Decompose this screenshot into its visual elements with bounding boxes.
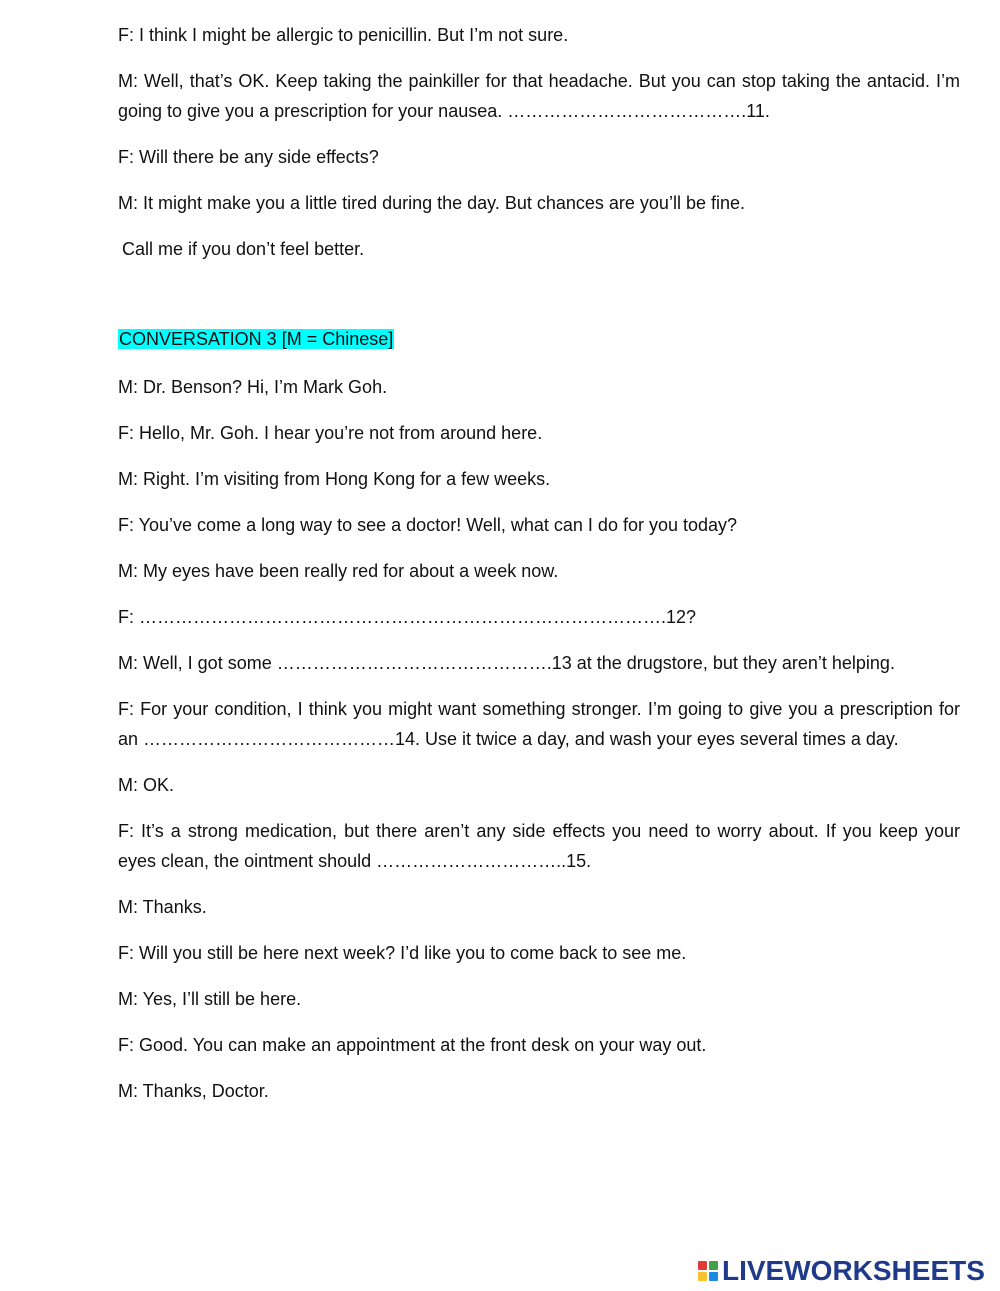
dialogue-line: M: My eyes have been really red for about a week now. — [118, 561, 559, 581]
dialogue-line: F: You’ve come a long way to see a doctor! Well, what can I do for you today? — [118, 515, 738, 535]
dialogue-line: F: Good. You can make an appointment at the front desk on your way out. — [118, 1035, 707, 1055]
dialogue-line: M: Thanks. — [118, 897, 207, 917]
dialogue-line: M: Dr. Benson? Hi, I’m Mark Goh. — [118, 377, 388, 397]
logo-block — [698, 1272, 707, 1281]
liveworksheets-logo — [698, 1255, 985, 1287]
logo-blocks-icon — [698, 1261, 718, 1281]
dialogue-line: Call me if you don’t feel better. — [122, 239, 365, 259]
dialogue-line-blank-13: M: Well, I got some ……………………………………….13 at the drugstore, but they aren’t helping. — [118, 653, 895, 673]
dialogue-line: F: I think I might be allergic to penicillin. But I’m not sure. — [118, 25, 569, 45]
worksheet-page — [118, 20, 960, 1122]
dialogue-line: M: Right. I’m visiting from Hong Kong for a few weeks. — [118, 469, 551, 489]
section-spacer — [118, 280, 960, 326]
logo-block — [698, 1261, 707, 1270]
logo-block — [709, 1261, 718, 1270]
dialogue-line-blank-15: F: It’s a strong medication, but there aren’t any side effects you need to worry about. If you keep your eyes clean, the ointment should …………………………..15. — [118, 821, 960, 871]
dialogue-line: M: OK. — [118, 775, 175, 795]
dialogue-line: F: Will you still be here next week? I’d like you to come back to see me. — [118, 943, 687, 963]
dialogue-line: F: Will there be any side effects? — [118, 147, 379, 167]
logo-text: LIVEWORKSHEETS — [722, 1255, 985, 1286]
dialogue-line: M: It might make you a little tired during the day. But chances are you’ll be fine. — [118, 193, 745, 213]
dialogue-line: F: Hello, Mr. Goh. I hear you’re not from around here. — [118, 423, 543, 443]
dialogue-line: M: Thanks, Doctor. — [118, 1081, 269, 1101]
dialogue-line: M: Well, that’s OK. Keep taking the painkiller for that headache. But you can stop taking the antacid. I’m going to give you a prescription for your nausea. ………………………………….11. — [118, 71, 960, 121]
dialogue-line-blank-12: F: …………………………………………………………………………….12? — [118, 607, 697, 627]
dialogue-line: M: Yes, I’ll still be here. — [118, 989, 302, 1009]
highlighted-heading-text: CONVERSATION 3 [M = Chinese] — [119, 329, 394, 349]
logo-block — [709, 1272, 718, 1281]
section-heading — [118, 326, 960, 352]
dialogue-line-blank-14: F: For your condition, I think you might want something stronger. I’m going to give you a prescription for an ……………………………………14. Use it twice a day, and wash your eyes several times a day. — [118, 699, 960, 749]
